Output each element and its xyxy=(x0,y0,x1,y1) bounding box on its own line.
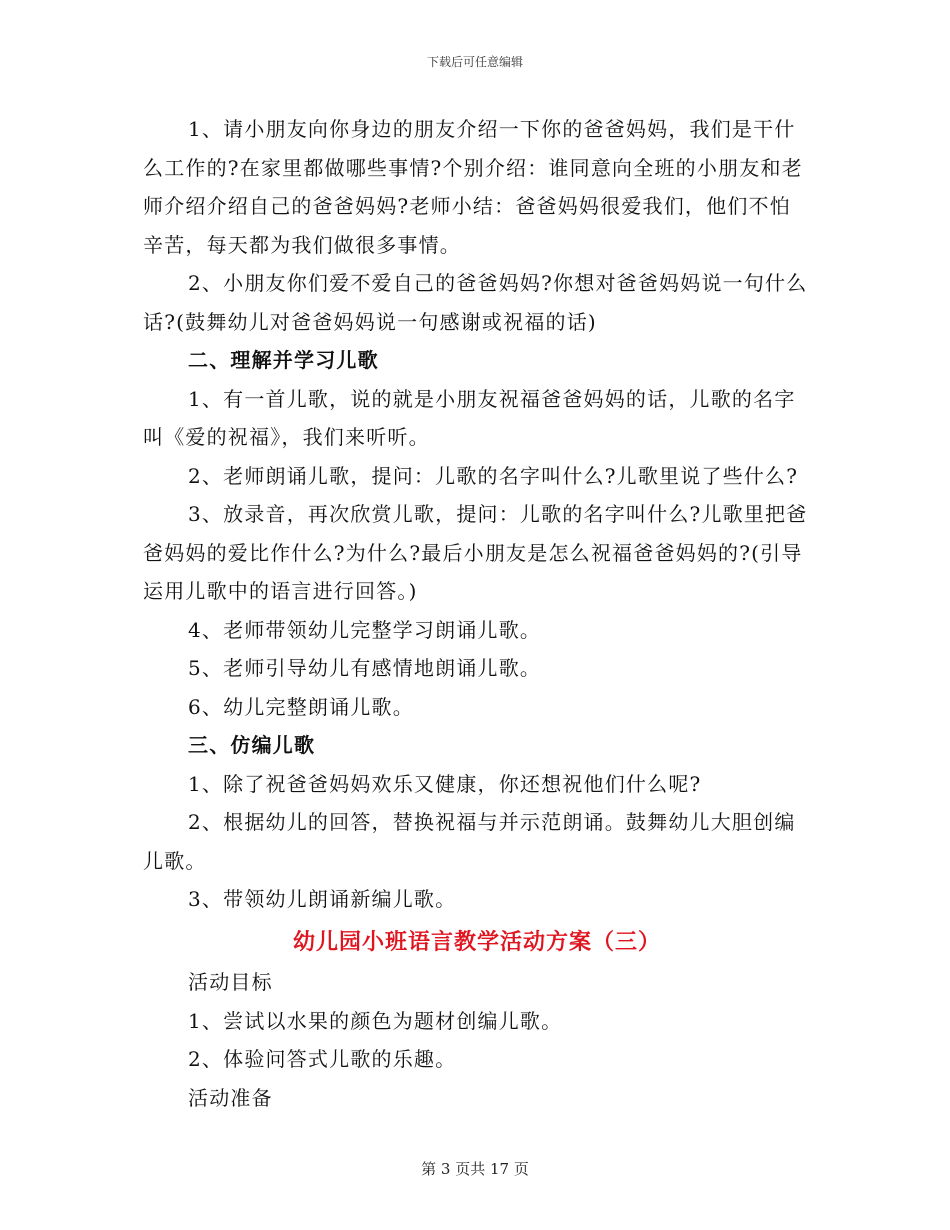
paragraph: 2、体验问答式儿歌的乐趣。 xyxy=(188,1047,457,1071)
paragraph: 活动准备 xyxy=(188,1085,273,1110)
page-header: 下载后可任意编辑 xyxy=(426,55,523,69)
paragraph: 3、带领幼儿朗诵新编儿歌。 xyxy=(188,887,457,911)
paragraph: 活动目标 xyxy=(188,970,273,994)
paragraph: 1、有一首儿歌，说的就是小朋友祝福爸爸妈妈的话，儿歌的名字叫《爱的祝福》，我们来听听。 xyxy=(143,386,796,449)
paragraph: 1、除了祝爸爸妈妈欢乐又健康，你还想祝他们什么呢? xyxy=(188,771,702,796)
section-heading: 三、仿编儿歌 xyxy=(188,733,316,757)
paragraph: 6、幼儿完整朗诵儿歌。 xyxy=(188,694,414,719)
paragraph: 2、老师朗诵儿歌，提问：儿歌的名字叫什么?儿歌里说了些什么? xyxy=(188,463,799,488)
document-body xyxy=(143,110,811,1117)
paragraph: 3、放录音，再次欣赏儿歌，提问：儿歌的名字叫什么?儿歌里把爸爸妈妈的爱比作什么?为什么?最后小朋友是怎么祝福爸爸妈妈的?(引导运用儿歌中的语言进行回答。) xyxy=(143,502,808,603)
page-footer: 第 3 页共 17 页 xyxy=(421,1160,529,1178)
paragraph: 5、老师引导幼儿有感情地朗诵儿歌。 xyxy=(188,656,542,680)
paragraph: 2、根据幼儿的回答，替换祝福与并示范朗诵。鼓舞幼儿大胆创编儿歌。 xyxy=(143,810,796,873)
document-title: 幼儿园小班语言教学活动方案（三） xyxy=(292,928,661,955)
paragraph: 2、小朋友你们爱不爱自己的爸爸妈妈?你想对爸爸妈妈说一句什么话?(鼓舞幼儿对爸爸妈妈说一句感谢或祝福的话) xyxy=(143,271,808,334)
paragraph: 1、请小朋友向你身边的朋友介绍一下你的爸爸妈妈，我们是干什么工作的?在家里都做哪些事情?个别介绍：谁同意向全班的小朋友和老师介绍介绍自己的爸爸妈妈?老师小结：爸爸妈妈很爱我们，他们不怕辛苦，每天都为我们做很多事情。 xyxy=(143,117,803,257)
paragraph: 4、老师带领幼儿完整学习朗诵儿歌。 xyxy=(188,617,542,642)
paragraph: 1、尝试以水果的颜色为题材创编儿歌。 xyxy=(188,1008,563,1033)
section-heading: 二、理解并学习儿歌 xyxy=(188,348,379,372)
